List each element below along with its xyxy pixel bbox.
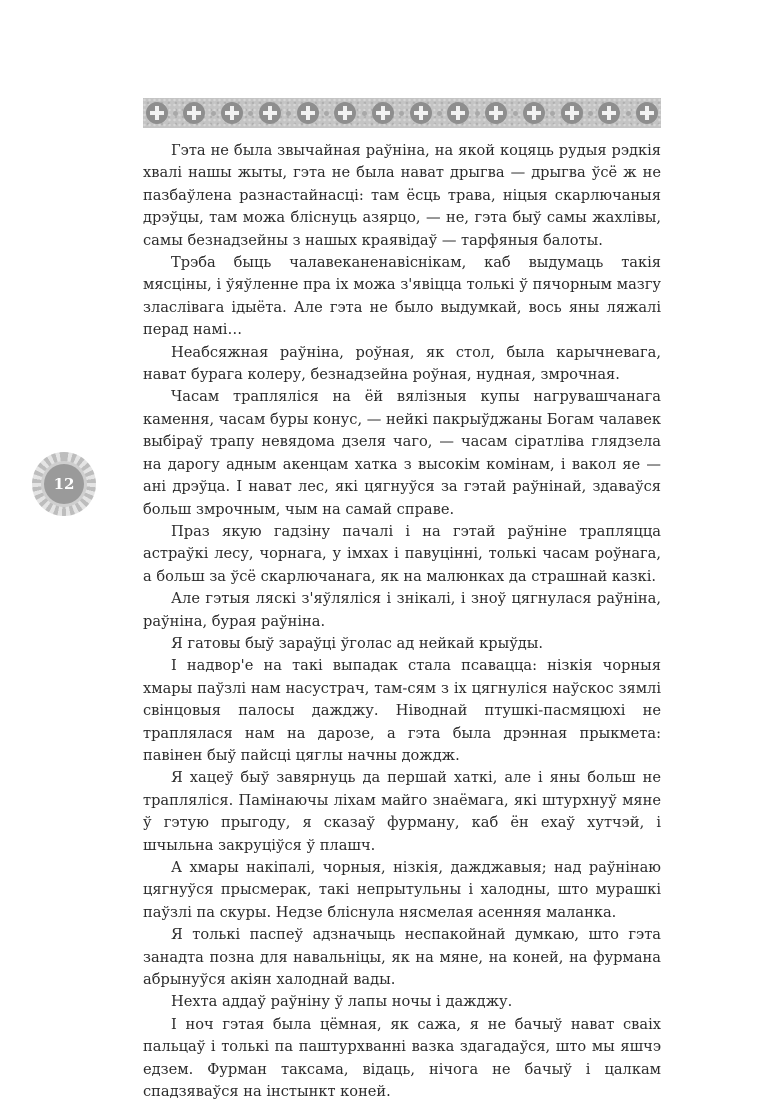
cross-medallion-icon [146,102,168,124]
ornament-dot-icon [362,111,367,116]
ornament-dot-icon [211,111,216,116]
cross-medallion-icon [183,102,205,124]
body-text [143,140,661,1103]
ornament-dot-icon [399,111,404,116]
page-number: 12 [44,464,84,504]
paragraph: Часам трапляліся на ёй вялізныя купы нагрувашчанага камення, часам буры конус, — нейкі пакрыўджаны Богам чалавек выбіраў трапу невядома дзеля чаго, — часам сіратліва глядзела на дарогу адным акенцам хатка з высокім комінам, і вакол яе — ані дрэўца. І нават лес, які цягнуўся за гэтай раўнінай, здаваўся больш змрочным, чым на самай справе. [143,388,661,518]
cross-medallion-icon [523,102,545,124]
paragraph: Я хацеў быў завярнуць да першай хаткі, але і яны больш не трапляліся. Памінаючы ліхам майго знаёмага, які штурхнуў мяне ў гэтую прыгоду, я сказаў фурману, каб ён ехаў хутчэй, і шчыльна закруціўся ў плашч. [143,769,661,854]
cross-medallion-icon [636,102,658,124]
page-number-badge [32,452,96,516]
cross-medallion-icon [334,102,356,124]
paragraph: Праз якую гадзіну пачалі і на гэтай раўніне трапляцца астраўкі лесу, чорнага, у імхах і павуцінні, толькі часам роўнага, а больш за ўсё скарлючанага, як на малюнках да страшнай казкі. [143,522,661,585]
paragraph: Але гэтыя ляскі з'яўляліся і знікалі, і зноў цягнулася раўніна, раўніна, бурая раўніна. [143,590,661,630]
ornament-dot-icon [475,111,480,116]
paragraph: Я толькі паспеў адзначыць неспакойнай думкаю, што гэта занадта позна для навальніцы, як на мяне, на коней, на фурмана абрынуўся акіян халоднай вады. [143,926,661,989]
cross-medallion-icon [561,102,583,124]
paragraph: І ноч гэтая была цёмная, як сажа, я не бачыў нават сваіх пальцаў і толькі па паштурхванні вазка здагадаўся, што мы яшчэ едзем. Фурман таксама, відаць, нічога не бачыў і цалкам спадзяваўся на інстынкт коней. [143,1015,661,1101]
ornament-dot-icon [588,111,593,116]
cross-medallion-icon [221,102,243,124]
cross-medallion-icon [598,102,620,124]
cross-medallion-icon [372,102,394,124]
paragraph: Нехта аддаў раўніну ў лапы ночы і дажджу. [171,993,513,1011]
ornament-dot-icon [324,111,329,116]
cross-medallion-icon [297,102,319,124]
ornament-dot-icon [626,111,631,116]
paragraph: Я гатовы быў зараўці ўголас ад нейкай крыўды. [171,634,544,652]
ornament-dot-icon [437,111,442,116]
paragraph: І надвор'е на такі выпадак стала псавацца: нізкія чорныя хмары паўзлі нам насустрач, там-сям з іх цягнуліся наўскос зямлі свінцовыя палосы дажджу. Ніводнай птушкі-пасмяцюхі не траплялася нам на дарозе, а гэта была дрэнная прыкмета: павінен быў пайсці цяглы начны дождж. [143,657,661,764]
paragraph: Гэта не была звычайная раўніна, на якой коцяць рудыя рэдкія хвалі нашы жыты, гэта не была нават дрыгва — дрыгва ўсё ж не пазбаўлена разнастайнасці: там ёсць трава, ніцыя скарлючаныя дрэўцы, там можа бліснуць азярцо, — не, гэта быў самы жахлівы, самы безнадзейны з нашых краявідаў — тарфяныя балоты. [143,142,661,249]
ornament-dot-icon [550,111,555,116]
paragraph: А хмары накіпалі, чорныя, нізкія, дажджавыя; над раўнінаю цягнуўся прысмерак, такі непрытульны і халодны, што мурашкі паўзлі па скуры. Недзе бліснула нясмелая асенняя маланка. [143,859,661,921]
ornament-dot-icon [513,111,518,116]
ornament-dot-icon [286,111,291,116]
ornament-dot-icon [173,111,178,116]
cross-medallion-icon [259,102,281,124]
ornament-dot-icon [248,111,253,116]
paragraph: Трэба быць чалавеканенавіснікам, каб выдумаць такія мясціны, і ўяўленне пра іх можа з'явіцца толькі ў пячорным мазгу зласлівага ідыёта. Але гэта не было выдумкай, вось яны ляжалі перад намі… [143,254,661,339]
cross-medallion-icon [485,102,507,124]
cross-medallion-icon [410,102,432,124]
ornamental-header-band [143,98,661,128]
cross-medallion-icon [447,102,469,124]
paragraph: Неабсяжная раўніна, роўная, як стол, была карычневага, нават бурага колеру, безнадзейна роўная, нудная, змрочная. [143,343,661,384]
